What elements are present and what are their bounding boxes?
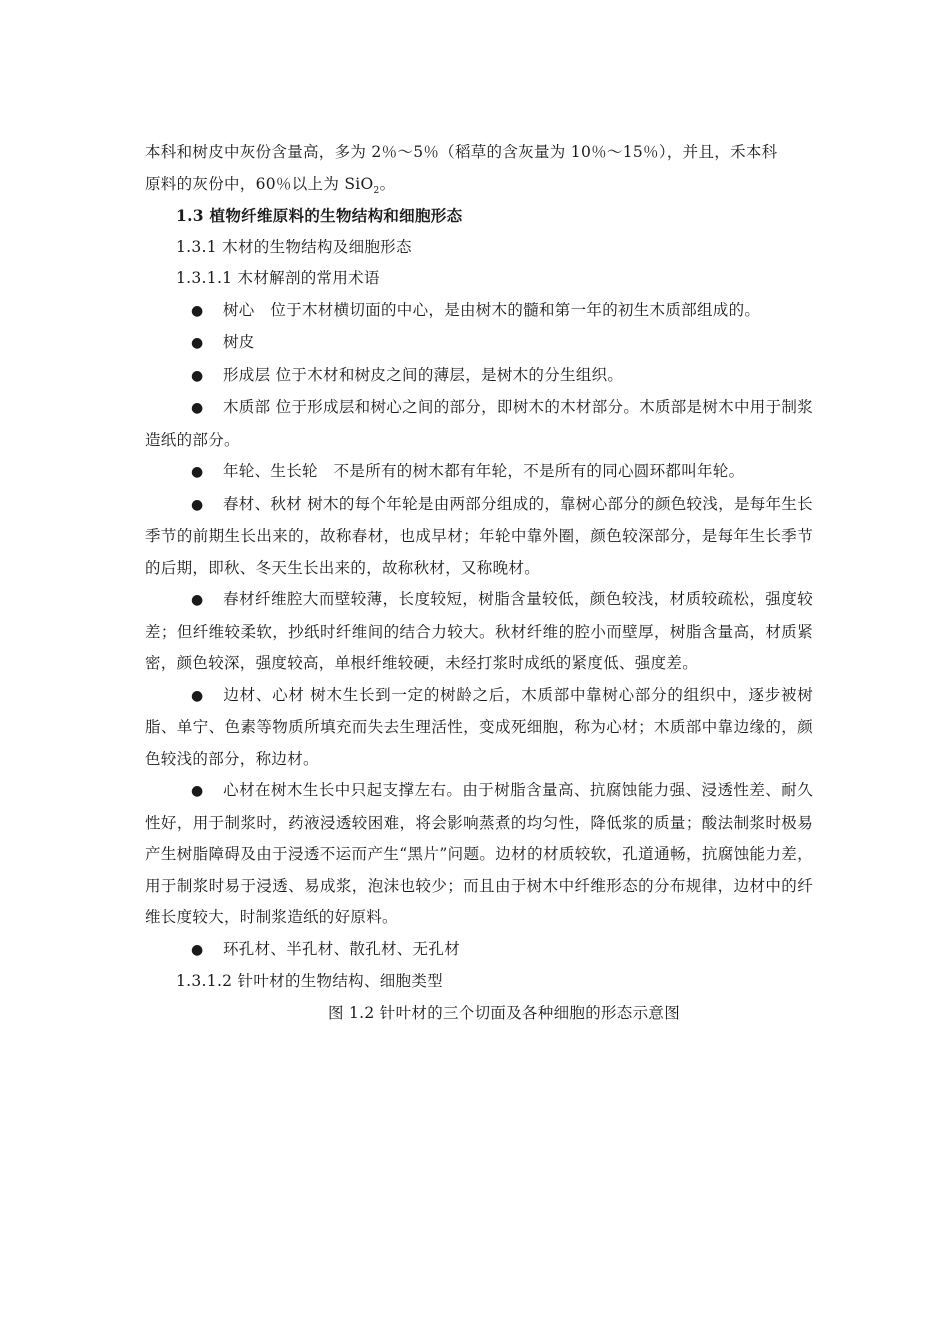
bullet-icon: ● bbox=[191, 367, 204, 384]
bullet-text: 形成层 位于木材和树皮之间的薄层，是树木的分生组织。 bbox=[223, 365, 624, 384]
figure-caption: 图 1.2 针叶材的三个切面及各种细胞的形态示意图 bbox=[327, 1003, 680, 1022]
bullet-item bbox=[145, 295, 813, 328]
bullet-icon: ● bbox=[191, 496, 204, 513]
bullet-item bbox=[145, 584, 813, 680]
section-heading-1-3-1: 1.3.1 木材的生物结构及细胞形态 bbox=[176, 237, 412, 256]
intro-paragraph bbox=[145, 137, 813, 200]
intro-subscript: 2 bbox=[373, 185, 380, 196]
bullet-icon: ● bbox=[191, 400, 204, 416]
bullet-item bbox=[145, 456, 813, 489]
bullet-text: 心材在树木生长中只起支撑左右。由于树脂含量高、抗腐蚀能力强、浸透性差、耐久性好，用于制浆时，药液浸透较困难，将会影响蒸煮的均匀性，降低浆的质量；酸法制浆时极易产生树脂障碍及由于浸透不运而产生“黑片”问题。边材的材质较软，孔道通畅，抗腐蚀能力差，用于制浆时易于浸透、易成浆，泡沫也较少；而且由于树木中纤维形态的分布规律，边材中的纤维长度较大，时制浆造纸的好原料。 bbox=[145, 781, 813, 926]
bullet-text: 树心 位于木材横切面的中心，是由树木的髓和第一年的初生木质部组成的。 bbox=[223, 300, 761, 319]
bullet-icon: ● bbox=[191, 941, 204, 958]
bullet-item bbox=[145, 392, 813, 456]
bullet-item bbox=[145, 934, 813, 967]
section-heading-1-3-1-2: 1.3.1.2 针叶材的生物结构、细胞类型 bbox=[176, 972, 443, 990]
bullet-item bbox=[145, 360, 813, 393]
bullet-icon: ● bbox=[191, 302, 204, 319]
bullet-icon: ● bbox=[191, 687, 204, 704]
bullet-text: 木质部 位于形成层和树心之间的部分，即树木的木材部分。木质部是树木中用于制浆造纸的部分。 bbox=[145, 398, 813, 449]
bullet-item bbox=[145, 489, 813, 585]
bullet-text: 边材、心材 树木生长到一定的树龄之后，木质部中靠树心部分的组织中，逐步被树脂、单宁、色素等物质所填充而失去生理活性，变成死细胞，称为心材；木质部中靠边缘的，颜色较浅的部分，称边材。 bbox=[145, 685, 813, 768]
bullet-icon: ● bbox=[191, 335, 204, 351]
bullet-text: 环孔材、半孔材、散孔材、无孔材 bbox=[223, 939, 461, 958]
bullet-item bbox=[145, 680, 813, 776]
intro-line-2-end: 。 bbox=[379, 174, 396, 193]
intro-line-1: 本科和树皮中灰份含量高，多为 2％～5％（稻草的含灰量为 10％～15％），并且，禾本科 bbox=[145, 143, 778, 161]
bullet-text: 春材、秋材 树木的每个年轮是由两部分组成的，靠树心部分的颜色较浅，是每年生长季节的前期生长出来的，故称春材，也成早材；年轮中靠外圈，颜色较深部分，是每年生长季节的后期，即秋、冬天生长出来的，故称秋材，又称晚材。 bbox=[145, 494, 813, 577]
section-heading-1-3-1-1: 1.3.1.1 木材解剖的常用术语 bbox=[176, 269, 380, 287]
bullet-text: 春材纤维腔大而壁较薄，长度较短，树脂含量较低，颜色较浅，材质较疏松，强度较差；但纤维较柔软，抄纸时纤维间的结合力较大。秋材纤维的腔小而壁厚，树脂含量高，材质紧密，颜色较深，强度较高，单根纤维较硬，未经打浆时成纸的紧度低、强度差。 bbox=[145, 590, 813, 672]
bullet-icon: ● bbox=[191, 783, 204, 799]
bullet-icon: ● bbox=[191, 464, 204, 480]
bullet-text: 年轮、生长轮 不是所有的树木都有年轮，不是所有的同心圆环都叫年轮。 bbox=[223, 462, 745, 480]
bullet-icon: ● bbox=[191, 592, 204, 608]
bullet-item bbox=[145, 775, 813, 934]
section-heading-1-3: 1.3 植物纤维原料的生物结构和细胞形态 bbox=[176, 206, 463, 225]
bullet-text: 树皮 bbox=[223, 333, 255, 351]
bullet-item bbox=[145, 327, 813, 360]
intro-line-2: 原料的灰份中，60％以上为 SiO bbox=[145, 174, 374, 193]
document-page bbox=[145, 137, 813, 1029]
